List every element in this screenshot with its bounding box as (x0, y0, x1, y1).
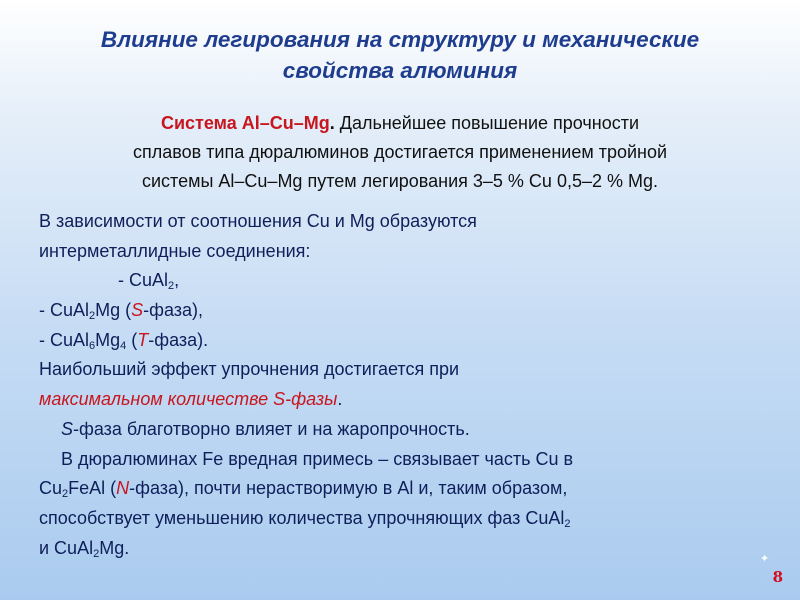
page-number: 8 (772, 568, 783, 586)
body-text (39, 207, 779, 563)
intro-line2: сплавов типа дюралюминов достигается применением тройной (132, 142, 668, 162)
formula-text: -фаза), почти нерастворимую в Al и, таким образом, (129, 478, 568, 499)
compound-text: -фаза), (143, 300, 204, 321)
compound-item-3 (39, 326, 779, 356)
formula-text: FeAl ( (68, 478, 117, 499)
compound-item-2 (39, 296, 779, 326)
formula-text: Cu (39, 478, 63, 499)
p4-line2 (39, 474, 779, 504)
compound-text: ( (126, 329, 138, 350)
compound-text: , (174, 270, 180, 291)
slide-title-line2: свойства алюминия (282, 58, 518, 83)
intro-paragraph (22, 109, 778, 196)
compound-text: Mg (95, 329, 121, 350)
intro-text-line1: Дальнейшее повышение прочности (334, 113, 640, 133)
phase-letter: S (61, 418, 74, 439)
p3-line (39, 415, 779, 445)
p1-line2: интерметаллидные соединения: (39, 240, 311, 261)
compound-item-1 (39, 266, 779, 296)
subscript: 2 (93, 547, 100, 560)
intro-line3: системы Al–Cu–Mg путем легирования 3–5 % Cu 0,5–2 % Mg. (141, 171, 658, 191)
intro-line1 (22, 109, 778, 138)
formula-text: Mg. (99, 537, 130, 558)
compound-text: Mg ( (95, 300, 132, 321)
compound-text: - CuAl (39, 329, 90, 350)
system-dot: . (329, 113, 335, 133)
slide-title-line1: Влияние легирования на структуру и механические (100, 27, 700, 52)
phase-letter: N (116, 478, 130, 499)
period: . (337, 389, 343, 410)
compound-text: - CuAl (39, 300, 90, 321)
subscript: 2 (89, 310, 96, 323)
p2-line2 (39, 385, 779, 415)
subscript: 4 (120, 339, 127, 352)
system-label: Система Al–Cu–Mg (160, 113, 330, 133)
compound-text: -фаза). (148, 329, 209, 350)
compound-text: - CuAl (118, 270, 169, 291)
formula-text: способствует уменьшению количества упрочняющих фаз CuAl (39, 507, 565, 528)
phase-letter: S (131, 300, 144, 321)
p1-line1: В зависимости от соотношения Cu и Mg образуются (39, 211, 477, 231)
p3-text: -фаза благотворно влияет и на жаропрочность. (73, 418, 470, 439)
p4-line3 (39, 504, 779, 534)
emphasis-text: максимальном количестве S-фазы (39, 389, 338, 410)
p2-line1: Наибольший эффект упрочнения достигается при (39, 359, 460, 380)
subscript: 2 (168, 280, 175, 293)
subscript: 2 (62, 488, 69, 501)
p4-line1: В дюралюминах Fe вредная примесь – связывает часть Cu в (61, 448, 574, 469)
phase-letter: T (137, 329, 149, 350)
subscript: 6 (89, 339, 96, 352)
decorative-glint-icon: ✦ (760, 553, 770, 565)
slide-title (20, 24, 780, 86)
subscript: 2 (564, 517, 571, 530)
p4-line4 (39, 534, 779, 564)
formula-text: и CuAl (39, 537, 94, 558)
